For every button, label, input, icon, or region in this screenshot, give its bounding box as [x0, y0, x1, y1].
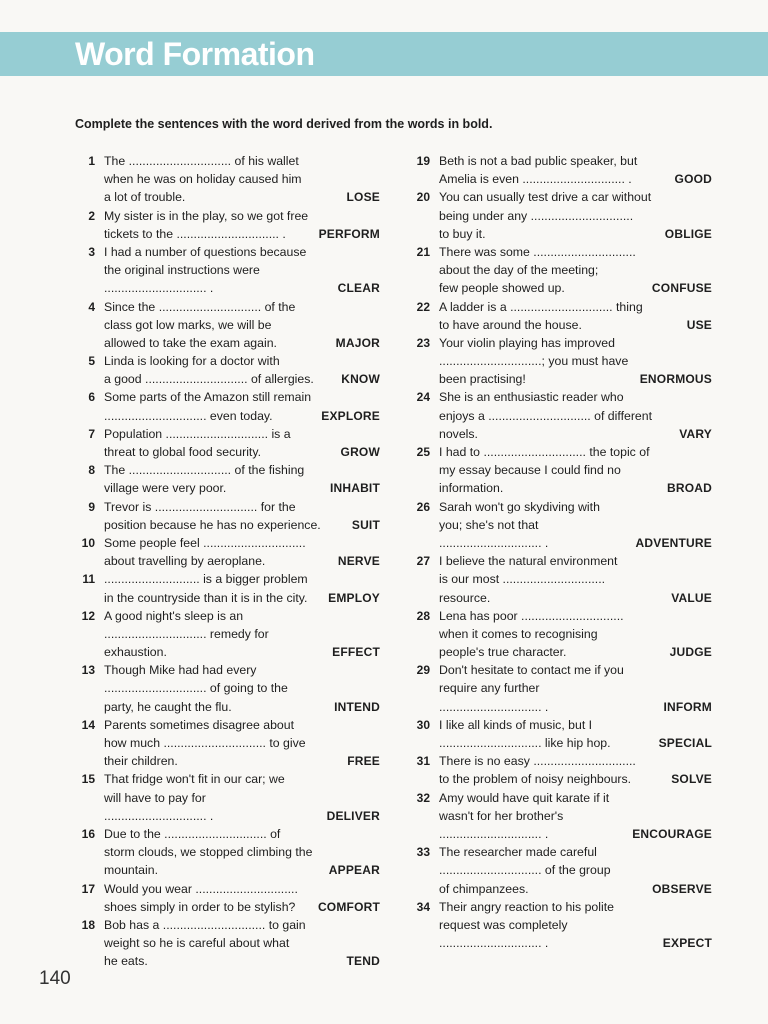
exercise-item — [405, 661, 712, 716]
sentence-text: My sister is in the play, so we got free — [104, 208, 309, 223]
item-number: 7 — [88, 426, 95, 441]
sentence-line — [439, 698, 712, 716]
sentence-text: Some parts of the Amazon still remain — [104, 390, 312, 405]
item-number: 2 — [88, 208, 95, 223]
sentence-line — [104, 734, 380, 752]
root-word: TEND — [346, 954, 380, 969]
sentence-line — [104, 534, 380, 552]
sentence-line — [104, 479, 380, 497]
exercise-item — [405, 752, 712, 788]
sentence-text: Though Mike had had every — [104, 663, 257, 678]
sentence-line — [439, 661, 712, 679]
item-number: 12 — [81, 608, 95, 623]
root-word: EFFECT — [332, 645, 380, 660]
sentence-text: exhaustion. — [104, 645, 167, 660]
sentence-text: Their angry reaction to his polite — [439, 899, 614, 914]
sentence-text: the original instructions were — [104, 263, 260, 278]
sentence-line — [104, 643, 380, 661]
sentence-line — [439, 898, 712, 916]
item-number: 4 — [88, 299, 95, 314]
sentence-line — [104, 679, 380, 697]
root-word: INHABIT — [329, 481, 380, 496]
item-number: 20 — [416, 190, 430, 205]
item-number: 14 — [81, 717, 95, 732]
sentence-text: Trevor is .............................. for the — [104, 499, 296, 514]
sentence-line — [439, 861, 712, 879]
sentence-text: how much .............................. to give — [104, 736, 306, 750]
sentence-text: .............................. like hip hop. — [439, 736, 611, 750]
sentence-text: weight so he is careful about what — [104, 936, 290, 951]
sentence-text: resource. — [439, 590, 491, 605]
exercise-item — [405, 243, 712, 298]
sentence-text: my essay because I could find no — [439, 463, 621, 478]
sentence-line — [439, 407, 712, 425]
exercise-item — [405, 843, 712, 898]
sentence-line — [439, 625, 712, 643]
sentence-text: Since the .............................. of the — [104, 299, 296, 314]
item-number: 26 — [416, 499, 430, 514]
sentence-text: ..............................; you must have — [439, 354, 629, 369]
sentence-text: I believe the natural environment — [439, 554, 618, 569]
sentence-line — [439, 807, 712, 825]
root-word: ENCOURAGE — [632, 826, 712, 841]
sentence-line — [439, 716, 712, 734]
root-word: EXPLORE — [321, 408, 380, 423]
sentence-line — [439, 934, 712, 952]
sentence-text: I like all kinds of music, but I — [439, 717, 593, 732]
item-number: 18 — [81, 917, 95, 932]
exercise-item — [70, 207, 380, 243]
sentence-line — [104, 861, 380, 879]
sentence-text: She is an enthusiastic reader who — [439, 390, 624, 405]
root-word: COMFORT — [317, 899, 380, 914]
sentence-text: Some people feel .............................. — [104, 535, 306, 550]
root-word: CONFUSE — [651, 281, 712, 296]
root-word: VARY — [679, 426, 712, 441]
sentence-text: Would you wear .............................. — [104, 881, 298, 896]
sentence-line — [104, 352, 380, 370]
exercise-column-right — [405, 152, 712, 952]
root-word: SPECIAL — [658, 736, 712, 750]
sentence-line — [439, 534, 712, 552]
sentence-text: few people showed up. — [439, 281, 565, 296]
sentence-text: There is no easy .............................. — [439, 754, 636, 769]
sentence-text: when it comes to recognising — [439, 626, 598, 641]
sentence-text: A ladder is a .............................. thing — [439, 299, 643, 314]
sentence-line — [439, 552, 712, 570]
sentence-text: .............................. . — [439, 535, 549, 550]
root-word: INFORM — [663, 699, 712, 714]
item-number: 27 — [416, 554, 430, 569]
root-word: LOSE — [346, 190, 380, 205]
item-number: 24 — [416, 390, 430, 405]
exercise-item — [405, 789, 712, 844]
sentence-line — [439, 334, 712, 352]
exercise-item — [70, 498, 380, 534]
sentence-line — [439, 243, 712, 261]
exercise-item — [405, 298, 712, 334]
item-number: 25 — [416, 445, 430, 459]
item-number: 15 — [81, 772, 95, 787]
exercise-item — [70, 880, 380, 916]
sentence-line — [104, 298, 380, 316]
exercise-item — [70, 825, 380, 880]
sentence-line — [104, 825, 380, 843]
sentence-text: The .............................. of his wallet — [104, 154, 299, 168]
sentence-line — [104, 916, 380, 934]
sentence-line — [104, 570, 380, 588]
item-number: 1 — [88, 154, 95, 168]
sentence-line — [439, 461, 712, 479]
root-word: EXPECT — [662, 936, 712, 951]
sentence-line — [439, 279, 712, 297]
sentence-text: in the countryside than it is in the city. — [104, 590, 308, 605]
sentence-text: You can usually test drive a car without — [439, 190, 652, 205]
sentence-text: about travelling by aeroplane. — [104, 554, 266, 569]
sentence-text: threat to global food security. — [104, 445, 261, 459]
root-word: PERFORM — [318, 226, 380, 241]
sentence-text: he eats. — [104, 954, 148, 969]
title-banner — [0, 32, 768, 76]
exercise-item — [405, 443, 712, 498]
sentence-text: wasn't for her brother's — [439, 808, 564, 823]
exercise-item — [405, 388, 712, 443]
sentence-line — [439, 370, 712, 388]
sentence-text: been practising! — [439, 372, 526, 387]
root-word: JUDGE — [669, 645, 712, 660]
sentence-line — [104, 243, 380, 261]
sentence-text: .............................. . — [439, 826, 549, 841]
sentence-text: ............................ is a bigger problem — [104, 572, 308, 587]
exercise-item — [70, 243, 380, 298]
root-word: USE — [686, 317, 712, 332]
sentence-text: The .............................. of the fishing — [104, 463, 305, 478]
sentence-line — [439, 188, 712, 206]
item-number: 21 — [416, 244, 430, 259]
sentence-text: their children. — [104, 754, 178, 769]
sentence-text: Due to the .............................. of — [104, 826, 281, 841]
exercise-item — [405, 334, 712, 389]
sentence-line — [104, 516, 380, 534]
sentence-text: .............................. of the group — [439, 863, 611, 878]
sentence-line — [439, 734, 712, 752]
item-number: 33 — [416, 845, 430, 860]
sentence-line — [104, 843, 380, 861]
root-word: APPEAR — [328, 863, 380, 878]
sentence-text: Beth is not a bad public speaker, but — [439, 154, 638, 168]
sentence-line — [104, 698, 380, 716]
instructions: Complete the sentences with the word derived from the words in bold. — [75, 117, 493, 131]
sentence-line — [439, 152, 712, 170]
exercise-item — [405, 188, 712, 243]
exercise-column-left — [70, 152, 380, 970]
sentence-text: Parents sometimes disagree about — [104, 717, 295, 732]
item-number: 17 — [81, 881, 95, 896]
sentence-text: storm clouds, we stopped climbing the — [104, 845, 313, 860]
exercise-item — [70, 152, 380, 207]
sentence-line — [104, 552, 380, 570]
item-number: 9 — [88, 499, 95, 514]
sentence-line — [104, 225, 380, 243]
sentence-text: There was some .............................. — [439, 244, 636, 259]
sentence-text: Amy would have quit karate if it — [439, 790, 610, 805]
item-number: 30 — [416, 717, 430, 732]
root-word: SOLVE — [671, 772, 712, 787]
exercise-item — [405, 152, 712, 188]
sentence-line — [439, 916, 712, 934]
sentence-text: you; she's not that — [439, 517, 539, 532]
sentence-text: information. — [439, 481, 504, 496]
sentence-text: when he was on holiday caused him — [104, 172, 302, 187]
sentence-text: request was completely — [439, 917, 568, 932]
exercise-item — [70, 298, 380, 353]
sentence-line — [104, 952, 380, 970]
sentence-text: .............................. . — [104, 808, 214, 823]
root-word: EMPLOY — [328, 590, 380, 605]
page-title: Word Formation — [75, 36, 315, 72]
sentence-line — [439, 479, 712, 497]
item-number: 19 — [416, 154, 430, 168]
sentence-line — [104, 880, 380, 898]
exercise-item — [405, 498, 712, 553]
sentence-line — [104, 807, 380, 825]
item-number: 22 — [416, 299, 430, 314]
root-word: SUIT — [351, 517, 380, 532]
exercise-item — [405, 898, 712, 953]
sentence-line — [104, 316, 380, 334]
sentence-line — [104, 898, 380, 916]
item-number: 29 — [416, 663, 430, 678]
sentence-line — [104, 370, 380, 388]
sentence-line — [439, 498, 712, 516]
sentence-text: .............................. . — [439, 936, 549, 951]
exercise-item — [70, 570, 380, 606]
sentence-line — [104, 425, 380, 443]
sentence-line — [439, 752, 712, 770]
root-word: CLEAR — [337, 281, 380, 296]
sentence-line — [104, 407, 380, 425]
item-number: 5 — [88, 354, 95, 369]
sentence-text: .............................. even today. — [104, 408, 273, 423]
exercise-item — [405, 552, 712, 607]
sentence-line — [439, 843, 712, 861]
sentence-line — [104, 207, 380, 225]
exercise-item — [405, 607, 712, 662]
sentence-line — [439, 643, 712, 661]
exercise-item — [70, 607, 380, 662]
sentence-text: I had to .............................. the topic of — [439, 445, 650, 459]
item-number: 3 — [88, 244, 95, 259]
sentence-text: Linda is looking for a doctor with — [104, 354, 280, 369]
sentence-text: .............................. . — [439, 699, 549, 714]
sentence-line — [104, 934, 380, 952]
sentence-line — [104, 716, 380, 734]
root-word: FREE — [347, 754, 380, 769]
item-number: 8 — [88, 463, 95, 478]
sentence-text: Lena has poor .............................. — [439, 608, 624, 623]
exercise-item — [70, 716, 380, 771]
root-word: VALUE — [671, 590, 712, 605]
sentence-text: The researcher made careful — [439, 845, 597, 860]
sentence-line — [439, 443, 712, 461]
sentence-line — [104, 279, 380, 297]
root-word: INTEND — [334, 699, 380, 714]
sentence-text: to have around the house. — [439, 317, 582, 332]
root-word: BROAD — [667, 481, 712, 496]
item-number: 31 — [416, 754, 430, 769]
sentence-line — [104, 170, 380, 188]
item-number: 10 — [81, 535, 95, 550]
sentence-line — [104, 607, 380, 625]
sentence-line — [104, 752, 380, 770]
sentence-text: mountain. — [104, 863, 159, 878]
sentence-text: Population .............................. is a — [104, 426, 291, 441]
sentence-text: class got low marks, we will be — [104, 317, 272, 332]
root-word: OBLIGE — [664, 226, 712, 241]
sentence-line — [104, 770, 380, 788]
item-number: 16 — [81, 826, 95, 841]
sentence-line — [439, 770, 712, 788]
sentence-line — [439, 388, 712, 406]
sentence-line — [104, 661, 380, 679]
sentence-text: being under any .............................. — [439, 208, 634, 223]
root-word: OBSERVE — [652, 881, 712, 896]
sentence-text: tickets to the .............................. . — [104, 226, 286, 241]
sentence-line — [439, 825, 712, 843]
sentence-line — [104, 461, 380, 479]
sentence-text: I had a number of questions because — [104, 244, 307, 259]
sentence-text: of chimpanzees. — [439, 881, 529, 896]
sentence-line — [439, 607, 712, 625]
exercise-item — [70, 661, 380, 716]
root-word: NERVE — [337, 554, 380, 569]
item-number: 13 — [81, 663, 95, 678]
sentence-text: position because he has no experience. — [104, 517, 321, 532]
sentence-text: Bob has a .............................. to gain — [104, 917, 306, 932]
sentence-text: allowed to take the exam again. — [104, 335, 277, 350]
sentence-line — [104, 334, 380, 352]
exercise-item — [70, 388, 380, 424]
sentence-text: shoes simply in order to be stylish? — [104, 899, 296, 914]
sentence-text: to the problem of noisy neighbours. — [439, 772, 632, 787]
sentence-text: novels. — [439, 426, 478, 441]
sentence-line — [104, 589, 380, 607]
exercise-item — [405, 716, 712, 752]
sentence-line — [104, 261, 380, 279]
sentence-text: A good night's sleep is an — [104, 608, 244, 623]
item-number: 6 — [88, 390, 95, 405]
sentence-text: a lot of trouble. — [104, 190, 186, 205]
sentence-line — [439, 352, 712, 370]
sentence-text: is our most .............................. — [439, 572, 606, 587]
root-word: DELIVER — [326, 808, 380, 823]
root-word: MAJOR — [335, 335, 380, 350]
sentence-text: That fridge won't fit in our car; we — [104, 772, 285, 787]
item-number: 32 — [416, 790, 430, 805]
sentence-text: to buy it. — [439, 226, 486, 241]
sentence-line — [439, 170, 712, 188]
exercise-item — [70, 352, 380, 388]
sentence-line — [439, 589, 712, 607]
sentence-line — [104, 443, 380, 461]
sentence-text: Amelia is even .............................. . — [439, 172, 632, 187]
exercise-item — [70, 770, 380, 825]
item-number: 28 — [416, 608, 430, 623]
sentence-line — [439, 298, 712, 316]
sentence-line — [104, 789, 380, 807]
sentence-line — [439, 316, 712, 334]
sentence-line — [104, 388, 380, 406]
sentence-text: will have to pay for — [104, 790, 206, 805]
sentence-text: .............................. remedy for — [104, 626, 269, 641]
sentence-text: village were very poor. — [104, 481, 227, 496]
sentence-line — [104, 188, 380, 206]
exercise-item — [70, 916, 380, 971]
sentence-line — [104, 152, 380, 170]
sentence-text: enjoys a .............................. of different — [439, 408, 653, 423]
root-word: GROW — [340, 445, 380, 459]
sentence-line — [439, 225, 712, 243]
sentence-text: Don't hesitate to contact me if you — [439, 663, 624, 678]
exercise-item — [70, 461, 380, 497]
sentence-line — [439, 261, 712, 279]
root-word: GOOD — [674, 172, 712, 187]
sentence-text: .............................. of going to the — [104, 681, 288, 696]
sentence-line — [439, 207, 712, 225]
exercise-item — [70, 425, 380, 461]
sentence-line — [104, 625, 380, 643]
sentence-text: a good .............................. of allergies. — [104, 372, 314, 387]
sentence-text: Sarah won't go skydiving with — [439, 499, 600, 514]
item-number: 34 — [416, 899, 430, 914]
root-word: ADVENTURE — [635, 535, 712, 550]
sentence-line — [439, 425, 712, 443]
sentence-line — [439, 789, 712, 807]
sentence-text: people's true character. — [439, 645, 567, 660]
page-number: 140 — [39, 968, 71, 989]
root-word: ENORMOUS — [639, 372, 712, 387]
exercise-item — [70, 534, 380, 570]
sentence-line — [439, 570, 712, 588]
sentence-text: .............................. . — [104, 281, 214, 296]
sentence-text: Your violin playing has improved — [439, 335, 615, 350]
sentence-line — [439, 880, 712, 898]
sentence-line — [439, 516, 712, 534]
sentence-text: party, he caught the flu. — [104, 699, 232, 714]
root-word: KNOW — [341, 372, 380, 387]
sentence-line — [439, 679, 712, 697]
item-number: 11 — [82, 572, 95, 587]
item-number: 23 — [416, 335, 430, 350]
sentence-line — [104, 498, 380, 516]
sentence-text: require any further — [439, 681, 540, 696]
sentence-text: about the day of the meeting; — [439, 263, 599, 278]
